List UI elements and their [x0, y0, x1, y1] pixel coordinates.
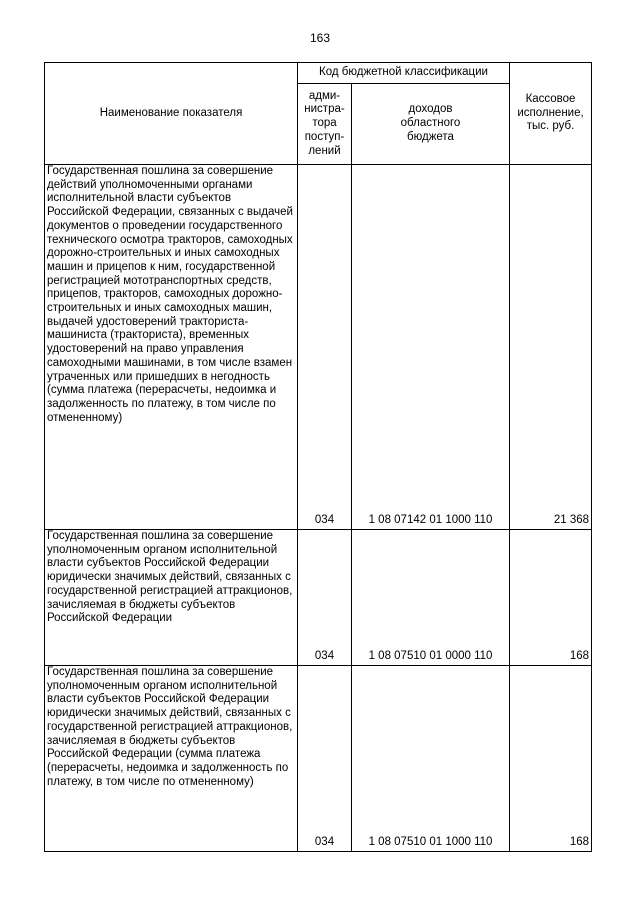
- header-admin-line: нистра-: [304, 103, 345, 116]
- row-income-code: 1 08 07142 01 1000 110: [352, 165, 510, 530]
- header-code-group: Код бюджетной классификации: [298, 63, 510, 84]
- header-admin-line: поступ-: [304, 130, 345, 143]
- table-row: [45, 165, 592, 530]
- row-name: Государственная пошлина за совершение действий уполномоченными органами исполнительной власти субъектов Российской Федерации, связанных с выдачей документов о проведении государственного технического осмотра тракторов, самоходных дорожно-строительных и иных самоходных машин и прицепов к ним, государственной регистрацией мототранспортных средств, прицепов, тракторов, самоходных дорожно-строительных и иных самоходных машин, выдачей удостоверений тракториста-машиниста (тракториста), временных удостоверений на право управления самоходными машинами, в том числе взамен утраченных или пришедших в негодность (сумма платежа (перерасчеты, недоимка и задолженность по платежу, в том числе по отмененному): [45, 165, 298, 530]
- header-income-line: областного: [400, 117, 461, 130]
- header-income-line: доходов: [408, 103, 453, 116]
- header-admin-line: тора: [312, 117, 337, 130]
- row-admin-code: 034: [298, 666, 352, 852]
- header-income: [352, 84, 510, 165]
- row-income-code: 1 08 07510 01 0000 110: [352, 530, 510, 666]
- header-income-line: бюджета: [407, 130, 454, 143]
- header-admin-line: адми-: [308, 89, 341, 102]
- row-name: Государственная пошлина за совершение уполномоченным органом исполнительной власти субъектов Российской Федерации юридически значимых действий, связанных с государственной регистрацией аттракционов, зачисляемая в бюджеты субъектов Российской Федерации: [45, 530, 298, 666]
- page-number: 163: [309, 31, 331, 45]
- header-admin-line: лений: [308, 144, 341, 157]
- header-amount-line: тыс. руб.: [526, 120, 575, 133]
- table-row: [45, 530, 592, 666]
- row-admin-code: 034: [298, 165, 352, 530]
- header-amount-line: исполнение,: [517, 106, 584, 119]
- budget-table: [44, 62, 592, 852]
- header-amount-line: Кассовое: [525, 92, 576, 105]
- row-income-code: 1 08 07510 01 1000 110: [352, 666, 510, 852]
- header-name: Наименование показателя: [45, 63, 298, 165]
- header-row-top: [45, 63, 592, 84]
- row-amount: 168: [510, 666, 592, 852]
- table-row: [45, 666, 592, 852]
- row-amount: 21 368: [510, 165, 592, 530]
- row-amount: 168: [510, 530, 592, 666]
- header-amount: [510, 63, 592, 165]
- row-admin-code: 034: [298, 530, 352, 666]
- row-name: Государственная пошлина за совершение уполномоченным органом исполнительной власти субъектов Российской Федерации юридически значимых действий, связанных с государственной регистрацией аттракционов, зачисляемая в бюджеты субъектов Российской Федерации (сумма платежа (перерасчеты, недоимка и задолженность по платежу, в том числе по отмененному): [45, 666, 298, 852]
- header-admin: [298, 84, 352, 165]
